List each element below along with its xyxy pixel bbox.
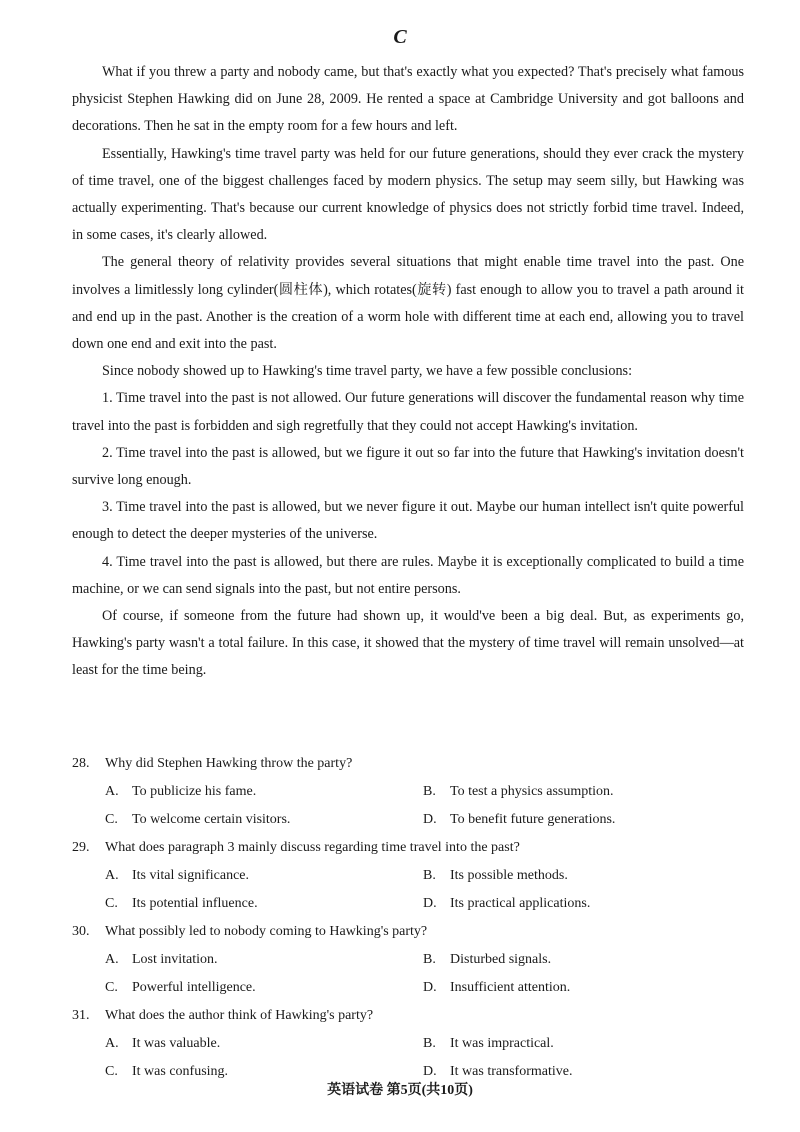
question-text: What does the author think of Hawking's party?: [105, 1008, 374, 1023]
passage-paragraph-1: What if you threw a party and nobody came, but that's exactly what you expected? That's precisely what famous physicist Stephen Hawking did on June 28, 2009. He rented a space at Cambridge University and got balloons and decorations. Then he sat in the empty room for a few hours and left.: [72, 64, 744, 135]
option-a[interactable]: A. To publicize his fame.: [105, 784, 257, 799]
question-30: [72, 918, 744, 1002]
question-stem: [72, 1002, 744, 1030]
option-a[interactable]: A. Lost invitation.: [105, 952, 218, 967]
question-number: 28.: [72, 756, 90, 771]
option-row: [72, 806, 744, 834]
conclusion-4: 4. Time travel into the past is allowed, but there are rules. Maybe it is exceptionally complicated to build a time machine, or we can send signals into the past, but not entire persons.: [72, 553, 744, 597]
passage-paragraph-4: Since nobody showed up to Hawking's time travel party, we have a few possible conclusions:: [102, 363, 633, 380]
option-row: [72, 778, 744, 806]
option-d[interactable]: D. Its practical applications.: [423, 896, 591, 911]
option-b[interactable]: B. Disturbed signals.: [423, 952, 552, 967]
option-row: [72, 862, 744, 890]
option-a[interactable]: A. It was valuable.: [105, 1036, 221, 1051]
question-28: [72, 750, 744, 834]
passage-paragraph-2: Essentially, Hawking's time travel party was held for our future generations, should they ever crack the mystery of time travel, one of the biggest challenges faced by modern physics. The setup may seem silly, but Hawking was actually experimenting. That's because our current knowledge of physics does not strictly forbid time travel. Indeed, in some cases, it's clearly allowed.: [72, 145, 744, 244]
option-d[interactable]: D. Insufficient attention.: [423, 980, 571, 995]
option-a[interactable]: A. Its vital significance.: [105, 868, 250, 883]
option-d[interactable]: D. To benefit future generations.: [423, 812, 616, 827]
passage-paragraph-final: Of course, if someone from the future had shown up, it would've been a big deal. But, as experiments go, Hawking's party wasn't a total failure. In this case, it showed that the mystery of time travel will remain unsolved—at least for the time being.: [72, 608, 744, 679]
option-d[interactable]: D. It was transformative.: [423, 1064, 573, 1079]
question-text: What possibly led to nobody coming to Hawking's party?: [105, 924, 428, 939]
question-text: What does paragraph 3 mainly discuss regarding time travel into the past?: [105, 840, 520, 855]
passage-paragraph-3: The general theory of relativity provides several situations that might enable time travel into the past. One involves a limitlessly long cylinder(圆柱体), which rotates(旋转) fast enough to allow you to travel a path around it and end up in the past. Another is the creation of a worm hole with different time at each end, allowing you to travel down one end and exit into the past.: [72, 254, 744, 353]
question-29: [72, 834, 744, 918]
option-c[interactable]: C. Its potential influence.: [105, 896, 258, 911]
question-text: Why did Stephen Hawking throw the party?: [105, 756, 353, 771]
question-stem: [72, 834, 744, 862]
option-b[interactable]: B. To test a physics assumption.: [423, 784, 614, 799]
option-row: [72, 974, 744, 1002]
option-c[interactable]: C. It was confusing.: [105, 1064, 229, 1079]
option-c[interactable]: C. Powerful intelligence.: [105, 980, 256, 995]
question-number: 31.: [72, 1008, 90, 1023]
option-row: [72, 1030, 744, 1058]
option-c[interactable]: C. To welcome certain visitors.: [105, 812, 291, 827]
option-row: [72, 890, 744, 918]
conclusion-2: 2. Time travel into the past is allowed, but we figure it out so far into the future that Hawking's invitation doesn't survive long enough.: [72, 444, 744, 489]
question-number: 30.: [72, 924, 90, 939]
question-stem: [72, 750, 744, 778]
option-row: [72, 946, 744, 974]
section-heading: C: [393, 26, 407, 48]
conclusion-3: 3. Time travel into the past is allowed, but we never figure it out. Maybe our human intellect isn't quite powerful enough to detect the deeper mysteries of the universe.: [72, 499, 744, 543]
question-list: [72, 750, 744, 1086]
page-footer: 英语试卷 第5页(共10页): [327, 1083, 473, 1098]
option-b[interactable]: B. Its possible methods.: [423, 868, 568, 883]
question-number: 29.: [72, 840, 90, 855]
reading-passage: [72, 59, 744, 685]
question-stem: [72, 918, 744, 946]
option-b[interactable]: B. It was impractical.: [423, 1036, 554, 1051]
question-31: [72, 1002, 744, 1086]
conclusion-1: 1. Time travel into the past is not allowed. Our future generations will discover the fundamental reason why time travel into the past is forbidden and sigh regretfully that they could not accept Hawking's invitation.: [72, 390, 744, 434]
